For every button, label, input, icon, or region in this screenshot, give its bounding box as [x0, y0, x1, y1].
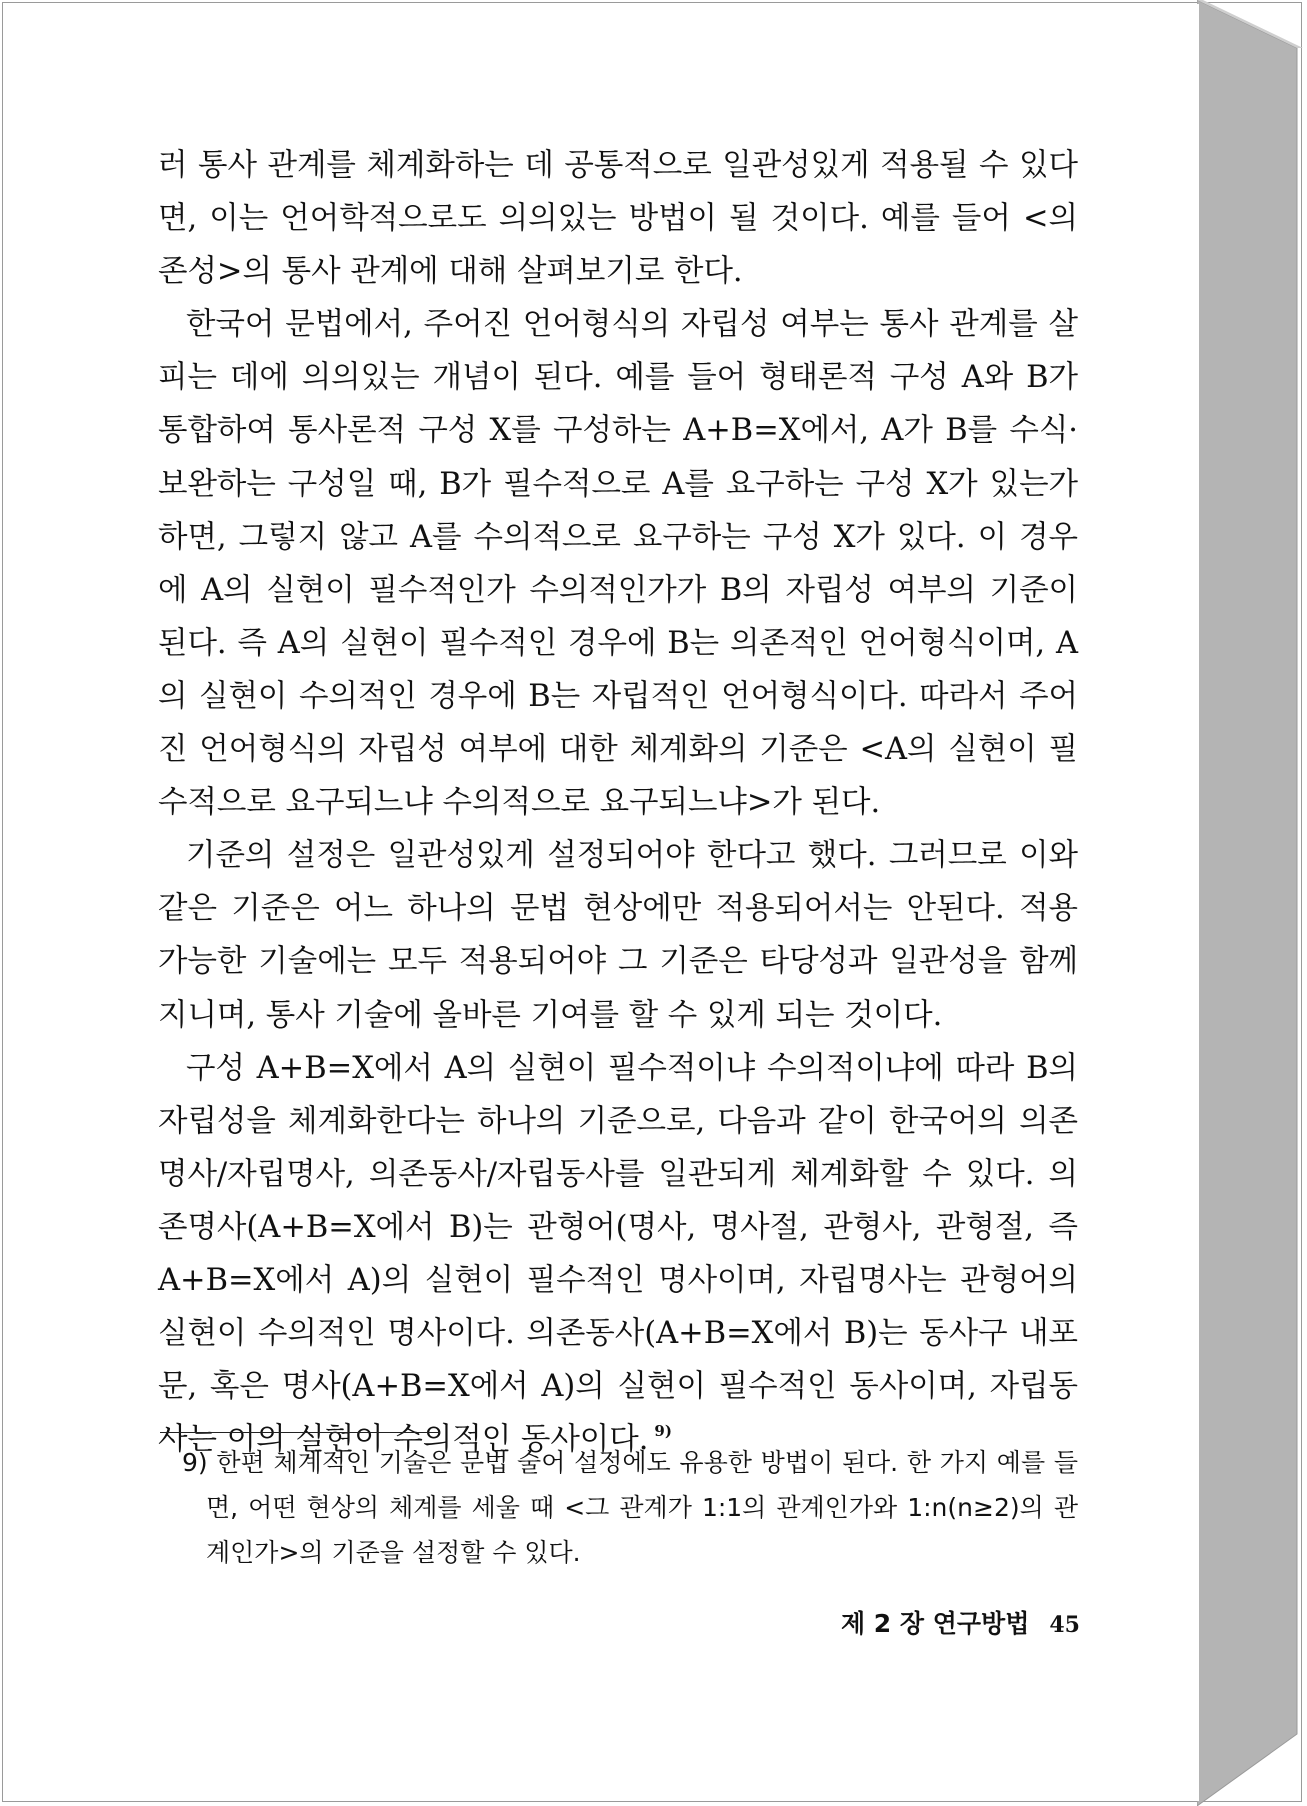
running-footer — [780, 1604, 1080, 1645]
paragraph — [158, 1042, 1078, 1467]
book-edge-3d — [1197, 0, 1307, 1806]
paragraph-text: 러 통사 관계를 체계화하는 데 공통적으로 일관성있게 적용될 수 있다면, 이는 언어학적으로도 의의있는 방법이 될 것이다. 예를 들어 <의존성>의 통사 관계에 대해 살펴보기로 한다. — [158, 148, 1078, 290]
paragraph — [158, 139, 1078, 298]
page-number: 45 — [1049, 1612, 1080, 1638]
paragraph — [158, 298, 1078, 829]
footnote-reference: 9) — [654, 1421, 672, 1440]
body-text — [158, 139, 1078, 1466]
paragraph-text: 한국어 문법에서, 주어진 언어형식의 자립성 여부는 통사 관계를 살피는 데에 의의있는 개념이 된다. 예를 들어 형태론적 구성 A와 B가 통합하여 통사론적 구성 X를 구성하는 A+B=X에서, A가 B를 수식·보완하는 구성일 때, B가 필수적으로 A를 요구하는 구성 X가 있는가 하면, 그렇지 않고 A를 수의적으로 요구하는 구성 X가 있다. 이 경우에 A의 실현이 필수적인가 수의적인가가 B의 자립성 여부의 기준이 된다. 즉 A의 실현이 필수적인 경우에 B는 의존적인 언어형식이며, A의 실현이 수의적인 경우에 B는 자립적인 언어형식이다. 따라서 주어진 언어형식의 자립성 여부에 대한 체계화의 기준은 <A의 실현이 필수적으로 요구되느냐 수의적으로 요구되느냐>가 된다. — [158, 307, 1078, 821]
chapter-title: 제 2 장 연구방법 — [840, 1609, 1030, 1638]
footnote-divider — [160, 1432, 440, 1433]
paragraph — [158, 829, 1078, 1041]
paragraph-text: 기준의 설정은 일관성있게 설정되어야 한다고 했다. 그러므로 이와 같은 기준은 어느 하나의 문법 현상에만 적용되어서는 안된다. 적용 가능한 기술에는 모두 적용되어야 그 기준은 타당성과 일관성을 함께 지니며, 통사 기술에 올바른 기여를 할 수 있게 되는 것이다. — [158, 838, 1078, 1033]
footnote: 9) 한편 체계적인 기술은 문법 술어 설정에도 유용한 방법이 된다. 한 가지 예를 들면, 어떤 현상의 체계를 세울 때 <그 관계가 1:1의 관계인가와 1:n(n≥2)의 관계인가>의 기준을 설정할 수 있다. — [182, 1448, 1078, 1567]
paragraph-text: 구성 A+B=X에서 A의 실현이 필수적이냐 수의적이냐에 따라 B의 자립성을 체계화한다는 하나의 기준으로, 다음과 같이 한국어의 의존명사/자립명사, 의존동사/자립동사를 일관되게 체계화할 수 있다. 의존명사(A+B=X에서 B)는 관형어(명사, 명사절, 관형사, 관형절, 즉 A+B=X에서 A)의 실현이 필수적인 명사이며, 자립명사는 관형어의 실현이 수의적인 명사이다. 의존동사(A+B=X에서 B)는 동사구 내포문, 혹은 명사(A+B=X에서 A)의 실현이 필수적인 동사이며, 자립동사는 이의 실현이 수의적인 동사이다. — [158, 1050, 1078, 1458]
